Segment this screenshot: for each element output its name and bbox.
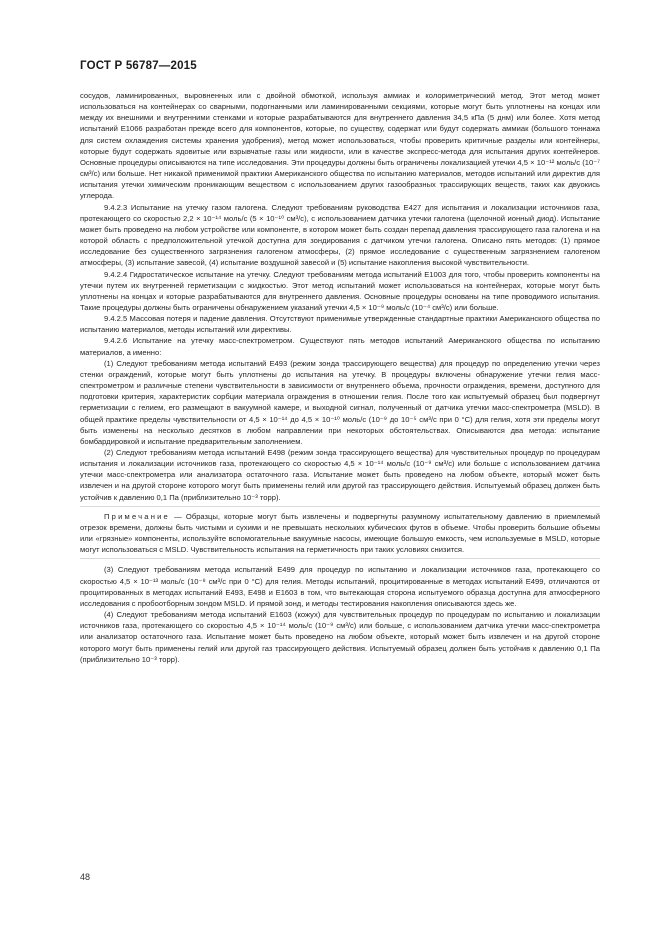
note-label: Примечание bbox=[104, 511, 170, 521]
paragraph-9-4-2-5: 9.4.2.5 Массовая потеря и падение давления. Отсутствуют применимые утвержденные стандартные практики Американского общества по испытанию материалов, методы испытаний или директивы. bbox=[80, 314, 600, 335]
document-body bbox=[80, 90, 600, 665]
page-number: 48 bbox=[80, 872, 91, 882]
note-block bbox=[80, 506, 600, 560]
paragraph-9-4-2-6: 9.4.2.6 Испытание на утечку масс-спектрометром. Существуют пять методов испытаний Американского общества по испытанию материалов, а именно: bbox=[80, 336, 600, 357]
paragraph-item-4: (4) Следуют требованиям метода испытаний Е1603 (кожух) для чувствительных процедур по процедурам по испытанию и локализации источников газа, протекающего со скоростью 4,5 × 10⁻¹⁴ моль/с (10⁻⁹ см³/с) или больше, с использованием датчика утечки масс-спектрометра или анализатор остаточного газа. Испытание может быть проведено на любом объекте, который может быть извлечен и на другой стороне которого могут быть применены гелий или другой газ трассирующего действия. Испытуемый образец должен быть устойчив к давлению 0,1 Па (приблизительно 10⁻³ торр). bbox=[80, 610, 600, 664]
document-header: ГОСТ Р 56787—2015 bbox=[80, 60, 197, 72]
paragraph-9-4-2-4: 9.4.2.4 Гидростатическое испытание на утечку. Следуют требованиям метода испытаний Е1003 для того, чтобы проверить компоненты на утечки путем их внутренней герметизации с жидкостью. Этот метод испытаний может использоваться на контейнерах, которые могут быть уплотнены на концах и которые разрабатываются для внутреннего давления. Основные процедуры основаны на типе проводимого испытания. Такие процедуры должны быть ограничены обнаружением указаний утечки 4,5 × 10⁻⁹ моль/с (10⁻⁴ см³/с) или больше. bbox=[80, 269, 600, 312]
paragraph-item-1: (1) Следуют требованиям метода испытаний Е493 (режим зонда трассирующего вещества) для процедур по определению утечки через стенки ограждений, которые могут быть уплотнены до испытания на утечку. В процедуры включены обнаружение утечки гелия масс-спектрометром и различные степени чувствительности в зависимости от внутреннего объема, прочности ограждения, времени, доступного для подготовки критерия, характеристик сорбции материала ограждения в отношении гелия. После того как испытуемый образец был подвергнут герметизации с гелием, его размещают в вакуумной камере, и выходной сигнал, полученный от датчика утечки масс-спектрометра (MSLD). В общей практике пределы чувствительности от 4,5 × 10⁻¹⁴ до 4,5 × 10⁻¹⁰ моль/с (10⁻⁹ до 10⁻⁵ см³/с при 0 °С) для гелия, хотя эти пределы могут быть изменены на несколько десятков в любом направлении при некоторых обстоятельствах. Описываются два метода: испытание бомбардировкой и испытание предварительным заполнением. bbox=[80, 358, 600, 446]
paragraph-continuation: сосудов, ламинированных, выровненных или с двойной обмоткой, используя аммиак и колориметрический метод. Этот метод может использоваться на контейнерах со сварными, подогнанными или ламинированными секциями, которые могут быть уплотнены на концах или между их внешними и внутренними стенками и которые разрабатываются для внутреннего давления 34,5 кПа (5 днм) или более. Хотя метод испытаний Е1066 разработан прежде всего для компонентов, которые, по существу, содержат или будут содержать аммиак (большого тоннажа для систем охлаждения системы хранения удобрения), метод может использоваться, чтобы проверить критичные разделы или контейнеры, которые будут содержать ядовитые или взрывчатые газы или жидкости, или в качестве экспресс-метода для испытания других контейнеров. Основные процедуры описываются на типе исследования. Эти процедуры должны быть ограничены локализацией утечки 4,5 × 10⁻¹² моль/с (10⁻⁷ см³/с) или больше. Нет никакой применимой практики Американского общества по испытанию материалов, методов испытаний или директив для испытания утечки химическим проникающим веществом с использованием других газообразных трассирующих веществ, таких как двуокись углерода. bbox=[80, 91, 600, 201]
paragraph-item-2: (2) Следуют требованиям метода испытаний Е498 (режим зонда трассирующего вещества) для чувствительных процедур по процедурам испытания и локализации источников газа, протекающего со скоростью 4,5 × 10⁻¹⁴ моль/с (10⁻⁹ см³/с) или больше с использованием датчика утечки масс-спектрометра или анализатора остаточного газа. Испытание может быть проведено на любом объекте, который может быть извлечен и на другой стороне которого могут быть применены гелий или другой газ трассирующего действия. Испытуемый образец должен быть устойчив к давлению 0,1 Па (приблизительно 10⁻³ торр). bbox=[80, 448, 600, 502]
note-text: — Образцы, которые могут быть извлечены и подвергнуты разумному испытательному давлению в приемлемый отрезок времени, должны быть чистыми и сухими и не превышать нескольких кубических футов в объеме. Чтобы проверить большие объемы или «грязные» компоненты, используйте вспомогательные вакуумные насосы, имеющие большую емкость, чем используемые в MSLD, которые могут использоваться с MSLD. Чувствительность испытания на герметичность при таких условиях снизится. bbox=[80, 511, 600, 555]
paragraph-item-3: (3) Следуют требованиям метода испытаний Е499 для процедур по испытанию и локализации источников газа, протекающего со скоростью 4,5 × 10⁻¹³ моль/с (10⁻⁸ см³/с при 0 °С) для гелия. Методы испытаний, процитированные в методах испытаний Е499, отличаются от процитированных в методах испытаний Е493, Е498 и Е1603 в том, что вытекающая сторона испытуемого образца доступна для атмосферного исследования с пробоотборным зондом MSLD. И прямой зонд, и методы тестирования накопления описываются здесь же. bbox=[80, 565, 600, 608]
paragraph-9-4-2-3: 9.4.2.3 Испытание на утечку газом галогена. Следуют требованиям руководства Е427 для испытания и локализации источников газа, протекающего со скоростью 2,2 × 10⁻¹⁴ моль/с (5 × 10⁻¹⁰ см³/с), с использованием датчика утечки галогена (щелочной ионный диод). Испытание может быть проведено на любом устройстве или компоненте, в котором может быть создан перепад давления трассирующего газа галогена и на которой область с предположительной утечкой доступна для зондирования с датчиком утечки галогена. Описано пять методов: (1) прямое исследование без существенного загрязнения галогеном атмосферы, (2) прямое исследование с существенным загрязнением галогеном атмосферы, (3) испытание завесой, (4) испытание воздушной завесой и (5) испытание накопления высокой чувствительности. bbox=[80, 202, 600, 268]
